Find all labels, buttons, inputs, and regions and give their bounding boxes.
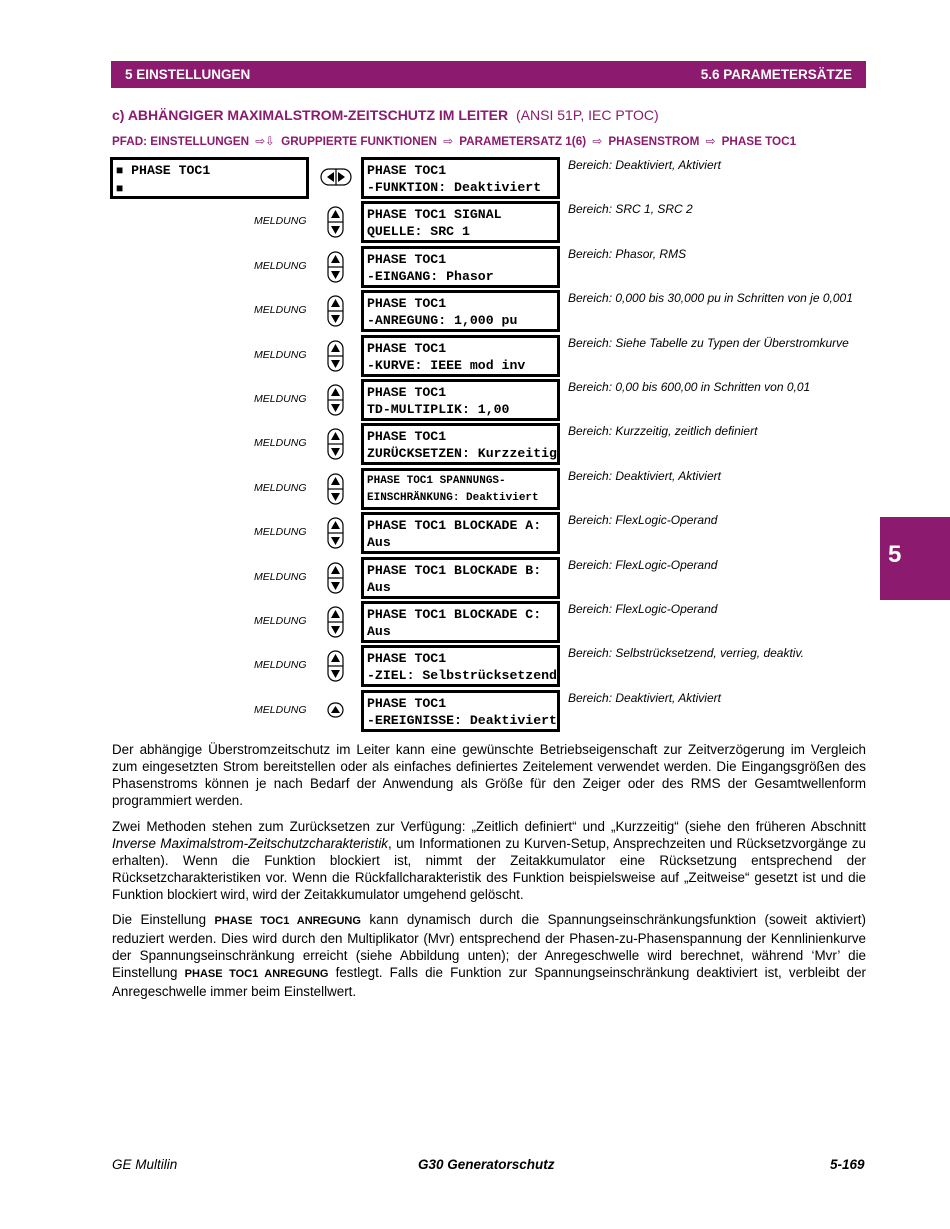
setting-line1: PHASE TOC1 SPANNUNGS- — [367, 475, 506, 487]
p3-text: Die Einstellung — [112, 912, 215, 927]
meldung-label: MELDUNG — [254, 571, 307, 583]
p2-text: , um Informationen zu Kurven-Setup, Ansprechzeiten und Rücksetzvorgänge zu erhalten). Wenn die Funktion blockiert ist, nimmt der Zeitakkumulator eine Rücksetzung entsprechend der Rücksetzcharakteristiken vor. Wenn die Rückfallcharakteristik des Funktion beispielsweise auf „Zeitweise“ gesetzt ist und die Funktion blockiert wird, wird der Zeitakkumulator umgehend gelöscht. — [112, 836, 866, 902]
meldung-label: MELDUNG — [254, 704, 307, 716]
setting-display[interactable] — [361, 690, 560, 732]
header-chapter: 5 EINSTELLUNGEN — [125, 67, 251, 82]
setting-range — [568, 602, 717, 616]
range-label: Bereich: — [568, 202, 613, 216]
setting-line2: QUELLE: SRC 1 — [367, 224, 470, 239]
section-ansi: (ANSI 51P, IEC PTOC) — [516, 107, 659, 123]
setting-line1: PHASE TOC1 — [367, 163, 447, 178]
meldung-label: MELDUNG — [254, 260, 307, 272]
setting-display[interactable] — [361, 468, 560, 510]
section-title — [112, 107, 659, 123]
setting-line1: PHASE TOC1 BLOCKADE A: — [367, 518, 542, 533]
setting-line1: PHASE TOC1 SIGNAL — [367, 207, 502, 222]
section-title-text: c) ABHÄNGIGER MAXIMALSTROM-ZEITSCHUTZ IM LEITER — [112, 107, 509, 123]
meldung-label: MELDUNG — [254, 437, 307, 449]
setting-range — [568, 513, 717, 527]
range-label: Bereich: — [568, 247, 613, 261]
right-down-arrow-icon: ⇨⇩ — [255, 135, 275, 148]
setting-range — [568, 202, 693, 216]
range-value: Deaktiviert, Aktiviert — [615, 469, 721, 483]
range-value: Deaktiviert, Aktiviert — [615, 691, 721, 705]
meldung-label: MELDUNG — [254, 393, 307, 405]
setting-range — [568, 158, 721, 172]
setting-display[interactable] — [361, 201, 560, 243]
setting-line2: Aus — [367, 624, 391, 639]
setting-display[interactable] — [361, 601, 560, 643]
footer-left: GE Multilin — [112, 1157, 178, 1172]
up-down-key-icon[interactable] — [327, 650, 344, 682]
range-value: FlexLogic-Operand — [615, 513, 718, 527]
range-label: Bereich: — [568, 291, 613, 305]
setting-line2: TD-MULTIPLIK: 1,00 — [367, 402, 510, 417]
setting-line2: -EINGANG: Phasor — [367, 269, 494, 284]
setting-range — [568, 291, 853, 305]
root-menu-display[interactable] — [110, 157, 309, 199]
setting-display[interactable] — [361, 645, 560, 687]
range-label: Bereich: — [568, 602, 613, 616]
setting-line1: PHASE TOC1 — [367, 696, 447, 711]
setting-line2: -ANREGUNG: 1,000 pu — [367, 313, 518, 328]
setting-line1: PHASE TOC1 — [367, 429, 447, 444]
setting-display[interactable] — [361, 157, 560, 199]
range-label: Bereich: — [568, 558, 613, 572]
p2-text: Zwei Methoden stehen zum Zurücksetzen zur Verfügung: „Zeitlich definiert“ und „Kurzzeitig“ (siehe den früheren Abschnitt — [112, 819, 866, 834]
setting-range — [568, 336, 849, 350]
paragraph-2 — [112, 818, 866, 903]
meldung-label: MELDUNG — [254, 349, 307, 361]
path-part: PHASE TOC1 — [721, 135, 797, 148]
range-value: Selbstrücksetzend, verrieg, deaktiv. — [615, 646, 804, 660]
paragraph-3 — [112, 911, 866, 1000]
meldung-label: MELDUNG — [254, 482, 307, 494]
right-arrow-icon: ⇨ — [705, 135, 716, 148]
setting-range — [568, 469, 721, 483]
setting-line1: PHASE TOC1 — [367, 651, 447, 666]
setting-line1: PHASE TOC1 — [367, 341, 447, 356]
range-label: Bereich: — [568, 158, 613, 172]
square-bullet-icon: ■ — [116, 164, 124, 178]
meldung-label: MELDUNG — [254, 304, 307, 316]
setting-display[interactable] — [361, 379, 560, 421]
range-value: Kurzzeitig, zeitlich definiert — [615, 424, 758, 438]
meldung-label: MELDUNG — [254, 215, 307, 227]
path-prefix: PFAD: EINSTELLUNGEN — [112, 135, 250, 148]
range-label: Bereich: — [568, 646, 613, 660]
up-down-key-icon[interactable] — [327, 251, 344, 283]
up-down-key-icon[interactable] — [327, 206, 344, 238]
footer-page: 5-169 — [830, 1157, 865, 1172]
range-value: Phasor, RMS — [615, 247, 687, 261]
setting-display[interactable] — [361, 423, 560, 465]
left-right-key-icon[interactable] — [320, 168, 352, 186]
range-value: Deaktiviert, Aktiviert — [615, 158, 721, 172]
range-label: Bereich: — [568, 336, 613, 350]
range-label: Bereich: — [568, 380, 613, 394]
setting-display[interactable] — [361, 335, 560, 377]
page-header — [111, 61, 866, 88]
up-down-key-icon[interactable] — [327, 473, 344, 505]
range-value: 0,000 bis 30,000 pu in Schritten von je 0,001 — [615, 291, 853, 305]
range-value: SRC 1, SRC 2 — [615, 202, 693, 216]
up-key-icon[interactable] — [327, 702, 344, 718]
p2-italic: Inverse Maximalstrom-Zeitschutzcharakteristik — [112, 836, 388, 851]
range-value: FlexLogic-Operand — [615, 558, 718, 572]
footer-center: G30 Generatorschutz — [418, 1157, 555, 1172]
up-down-key-icon[interactable] — [327, 340, 344, 372]
setting-display[interactable] — [361, 246, 560, 288]
paragraph-1: Der abhängige Überstromzeitschutz im Leiter kann eine gewünschte Betriebseigenschaft zur Zeitverzögerung im Vergleich zum eingesetzten Strom bereitstellen oder als einfaches definiertes Zeitelement verwendet werden. Die Eingangsgrößen des Phasenstroms können je nach Bedarf der Anwendung als Größe für den Zeiger oder des RMS der Gesamtwellenform programmiert werden. — [112, 742, 866, 808]
menu-path — [112, 134, 796, 148]
range-value: Siehe Tabelle zu Typen der Überstromkurve — [615, 336, 849, 350]
setting-line1: PHASE TOC1 — [367, 385, 447, 400]
setting-range — [568, 247, 686, 261]
setting-line1: PHASE TOC1 — [367, 252, 447, 267]
setting-range — [568, 380, 810, 394]
p3-setting-name: PHASE TOC1 ANREGUNG — [184, 968, 329, 980]
up-down-key-icon[interactable] — [327, 428, 344, 460]
setting-line2: Aus — [367, 535, 391, 550]
p3-setting-name: PHASE TOC1 ANREGUNG — [214, 915, 361, 927]
p3-text: kann dynamisch durch die Spannungseinschränkungsfunktion (soweit aktiviert) reduziert werden. Dies wird durch den Multiplikator (Mvr) entsprechend der Phasen-zu-Phasenspannung der Kennlinienkurve der Spannungseinschränkung erreicht (siehe Abbildung unten); der Anregeschwelle wird berechnet, während ‘Mvr’ die Einstellung — [112, 912, 866, 980]
setting-range — [568, 424, 757, 438]
right-arrow-icon: ⇨ — [443, 135, 453, 148]
setting-line1: PHASE TOC1 BLOCKADE C: — [367, 607, 542, 622]
header-section: 5.6 PARAMETERSÄTZE — [700, 67, 852, 82]
setting-line2: EINSCHRÄNKUNG: Deaktiviert — [367, 492, 539, 504]
setting-display[interactable] — [361, 557, 560, 599]
range-label: Bereich: — [568, 691, 613, 705]
range-label: Bereich: — [568, 424, 613, 438]
path-part: PARAMETERSATZ 1(6) — [459, 135, 587, 148]
path-part: PHASENSTROM — [608, 135, 700, 148]
chapter-tab: 5 — [880, 517, 950, 600]
setting-line1: PHASE TOC1 BLOCKADE B: — [367, 563, 542, 578]
meldung-label: MELDUNG — [254, 659, 307, 671]
up-down-key-icon[interactable] — [327, 606, 344, 638]
setting-line2: -ZIEL: Selbstrücksetzend — [367, 668, 557, 683]
square-bullet-icon: ■ — [116, 182, 124, 196]
setting-line2: -FUNKTION: Deaktiviert — [367, 180, 542, 195]
range-label: Bereich: — [568, 513, 613, 527]
setting-range — [568, 558, 717, 572]
up-down-key-icon[interactable] — [327, 384, 344, 416]
setting-line2: -EREIGNISSE: Deaktiviert — [367, 713, 557, 728]
setting-display[interactable] — [361, 290, 560, 332]
root-line1: PHASE TOC1 — [131, 163, 211, 178]
setting-line2: ZURÜCKSETZEN: Kurzzeitig — [367, 446, 557, 461]
right-arrow-icon: ⇨ — [592, 135, 603, 148]
up-down-key-icon[interactable] — [327, 562, 344, 594]
setting-line1: PHASE TOC1 — [367, 296, 447, 311]
up-down-key-icon[interactable] — [327, 295, 344, 327]
setting-line2: -KURVE: IEEE mod inv — [367, 358, 526, 373]
setting-range — [568, 646, 804, 660]
up-down-key-icon[interactable] — [327, 517, 344, 549]
range-label: Bereich: — [568, 469, 613, 483]
setting-range — [568, 691, 721, 705]
setting-display[interactable] — [361, 512, 560, 554]
meldung-label: MELDUNG — [254, 526, 307, 538]
meldung-label: MELDUNG — [254, 615, 307, 627]
setting-line2: Aus — [367, 580, 391, 595]
p3-text: festlegt. Falls die Funktion zur Spannungseinschränkung deaktiviert ist, verbleibt der Anregeschwelle immer beim Einstellwert. — [112, 965, 866, 999]
path-part: GRUPPIERTE FUNKTIONEN — [281, 135, 437, 148]
range-value: FlexLogic-Operand — [615, 602, 718, 616]
range-value: 0,00 bis 600,00 in Schritten von 0,01 — [615, 380, 811, 394]
